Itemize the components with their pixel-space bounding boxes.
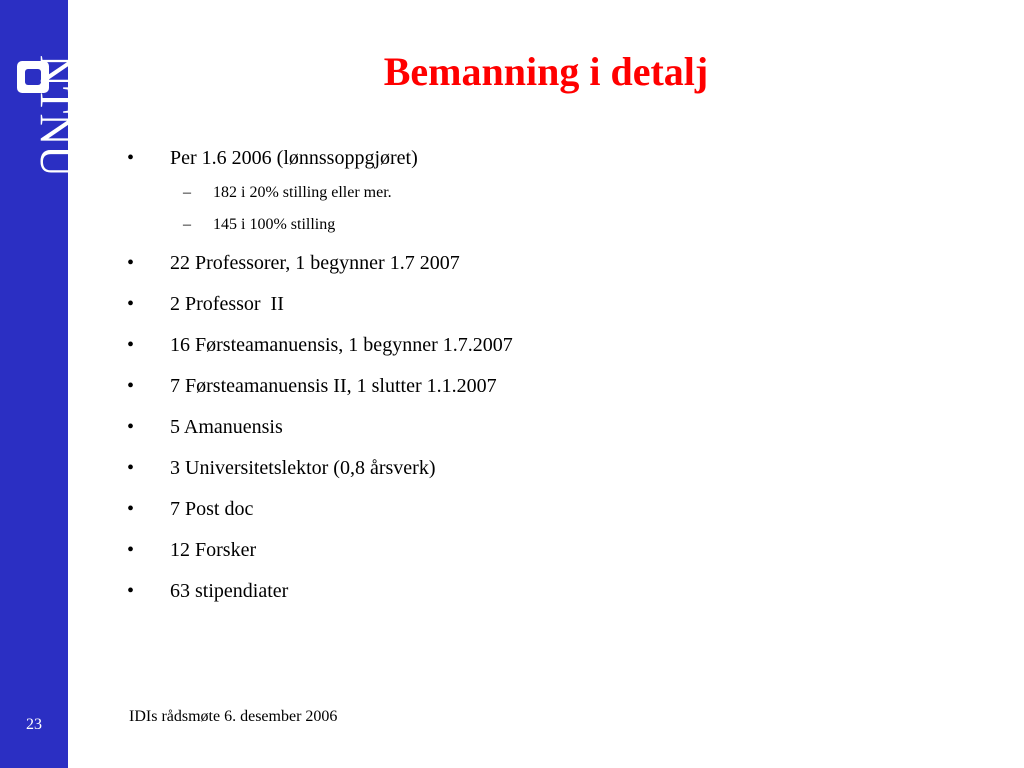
list-item-text: 3 Universitetslektor (0,8 årsverk) bbox=[170, 457, 436, 479]
bullet-mark: • bbox=[127, 457, 135, 479]
sub-bullet-mark: – bbox=[183, 216, 191, 233]
bullet-mark: • bbox=[127, 539, 135, 561]
sub-bullet-mark: – bbox=[183, 184, 191, 201]
bullet-list bbox=[127, 146, 987, 620]
list-item bbox=[127, 579, 987, 603]
list-item bbox=[127, 415, 987, 439]
list-item-text: 12 Forsker bbox=[170, 539, 257, 561]
bullet-mark: • bbox=[127, 375, 135, 397]
bullet-mark: • bbox=[127, 580, 135, 602]
list-item-text: 7 Post doc bbox=[170, 498, 254, 520]
list-item-text: 22 Professorer, 1 begynner 1.7 2007 bbox=[170, 252, 460, 274]
list-item bbox=[127, 146, 987, 170]
footer-text: IDIs rådsmøte 6. desember 2006 bbox=[129, 708, 338, 725]
sub-list-item-text: 182 i 20% stilling eller mer. bbox=[213, 184, 392, 201]
svg-text:NTNU: NTNU bbox=[30, 54, 80, 178]
bullet-mark: • bbox=[127, 293, 135, 315]
list-item-text: Per 1.6 2006 (lønnssoppgjøret) bbox=[170, 147, 418, 169]
sidebar bbox=[0, 0, 80, 768]
sub-list-item bbox=[183, 183, 987, 203]
list-item-text: 2 Professor II bbox=[170, 293, 284, 315]
list-item bbox=[127, 251, 987, 275]
sub-list-item-text: 145 i 100% stilling bbox=[213, 216, 336, 233]
slide-title: Bemanning i detalj bbox=[383, 49, 709, 94]
list-item-text: 5 Amanuensis bbox=[170, 416, 283, 438]
bullet-mark: • bbox=[127, 416, 135, 438]
ntnu-logo-wordmark bbox=[15, 54, 80, 240]
bullet-mark: • bbox=[127, 252, 135, 274]
list-item-text: 7 Førsteamanuensis II, 1 slutter 1.1.2007 bbox=[170, 375, 497, 397]
bullet-mark: • bbox=[127, 334, 135, 356]
list-item bbox=[127, 497, 987, 521]
list-item-text: 16 Førsteamanuensis, 1 begynner 1.7.2007 bbox=[170, 334, 513, 356]
bullet-mark: • bbox=[127, 498, 135, 520]
bullet-mark: • bbox=[127, 147, 135, 169]
list-item bbox=[127, 456, 987, 480]
list-item-text: 63 stipendiater bbox=[170, 580, 289, 602]
list-item bbox=[127, 374, 987, 398]
list-item bbox=[127, 538, 987, 562]
page-number: 23 bbox=[26, 716, 42, 733]
list-item bbox=[127, 333, 987, 357]
list-item bbox=[127, 292, 987, 316]
sub-list-item bbox=[183, 215, 987, 235]
